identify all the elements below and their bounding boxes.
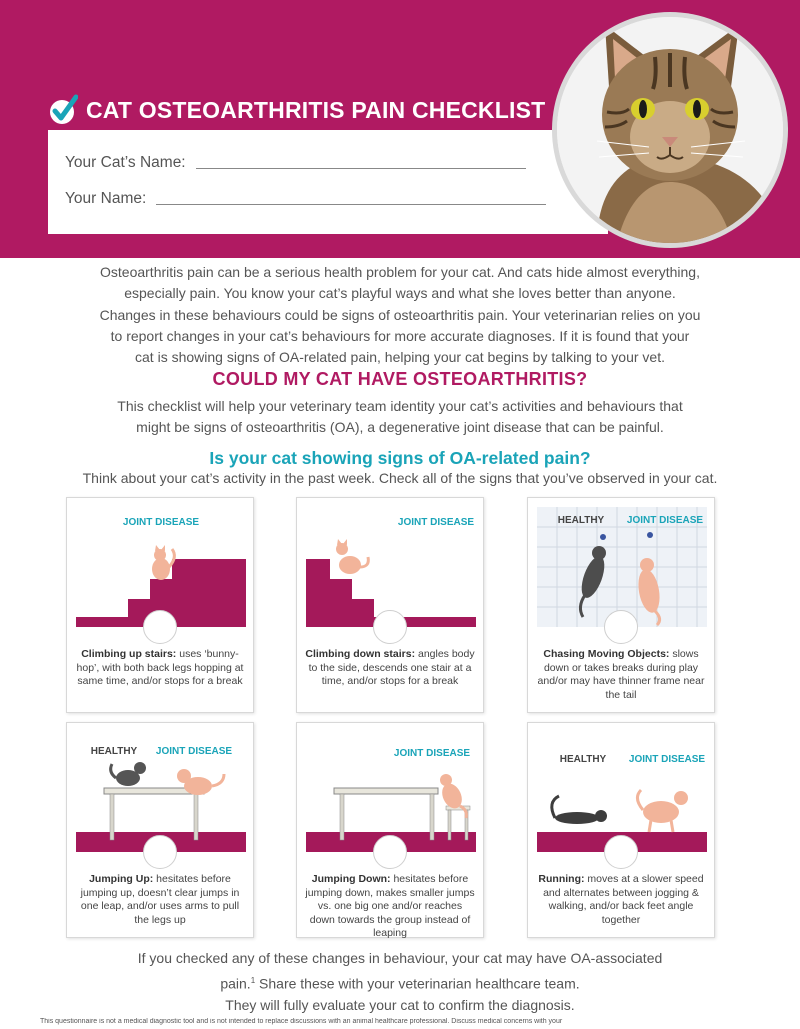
cat-icon <box>336 539 368 574</box>
cat-photo <box>552 12 788 248</box>
footnote-ref: 1 <box>250 975 256 985</box>
joint-disease-label: JOINT DISEASE <box>393 748 471 759</box>
cat-name-label: Your Cat’s Name: <box>65 154 186 171</box>
checkbox-running[interactable] <box>604 835 638 869</box>
tabby-cat-illustration <box>557 17 783 243</box>
joint-disease-label: JOINT DISEASE <box>397 517 475 528</box>
card-title: Climbing up stairs: <box>81 648 177 660</box>
stairs-up-illustration <box>76 507 246 627</box>
cat-icon <box>637 790 688 832</box>
stairs-down-illustration <box>306 507 476 627</box>
footer-line: If you checked any of these changes in behaviour, your cat may have OA-associated <box>137 950 663 966</box>
signs-heading: Is your cat showing signs of OA-related pain? <box>209 448 591 468</box>
card-description <box>536 648 706 702</box>
checkbox-chasing[interactable] <box>604 610 638 644</box>
could-description <box>40 396 760 438</box>
your-name-label: Your Name: <box>65 190 147 207</box>
intro-line: Changes in these behaviours could be signs of osteoarthritis pain. Your veterinarian relies on you <box>99 306 701 323</box>
card-climbing-up <box>66 497 254 713</box>
your-name-row <box>65 190 546 208</box>
card-description <box>305 648 475 689</box>
card-title: Running: <box>538 873 585 885</box>
healthy-label: HEALTHY <box>557 515 605 526</box>
could-description-line: might be signs of osteoarthritis (OA), a degenerative joint disease that can be painful. <box>136 419 664 435</box>
card-title: Climbing down stairs: <box>305 648 416 660</box>
cat-icon <box>552 796 607 824</box>
running-illustration <box>537 732 707 852</box>
card-text: uses ‘bunny-hop’, with both back legs hopping at same time, and/or stops for a break <box>76 648 244 687</box>
joint-disease-label: JOINT DISEASE <box>122 517 200 528</box>
checkmark-icon <box>48 93 78 127</box>
card-text: hesitates before jumping up, doesn’t clear jumps in one leap, and/or uses arms to pull the legs up <box>80 873 240 926</box>
intro-line: cat is showing signs of OA-related pain, helping your cat begins by talking to your vet. <box>135 349 665 366</box>
healthy-label: HEALTHY <box>90 746 138 757</box>
title-row <box>48 90 545 130</box>
ball-icon <box>600 534 606 540</box>
footer-text <box>40 948 760 1016</box>
chasing-illustration <box>537 507 707 627</box>
your-name-field[interactable] <box>156 204 546 205</box>
footer-line-part: Share these with your veterinarian healthcare team. <box>255 975 580 992</box>
page-title: CAT OSTEOARTHRITIS PAIN CHECKLIST <box>86 96 546 123</box>
card-description <box>75 873 245 927</box>
cat-name-field[interactable] <box>196 168 526 169</box>
card-text: moves at a slower speed and alternates between jogging & walking, and/or back feet angle together <box>543 873 704 926</box>
disclaimer: This questionnaire is not a medical diagnostic tool and is not intended to replace discussions with an animal healthcare professional. Discuss medical concerns with your <box>40 1018 563 1025</box>
card-description <box>305 873 475 941</box>
card-title: Chasing Moving Objects: <box>543 648 670 660</box>
card-text: slows down or takes breaks during play and/or may have thinner frame near the tail <box>537 648 705 701</box>
intro-paragraph <box>40 262 760 368</box>
name-form <box>48 130 608 234</box>
cat-icon <box>152 545 174 580</box>
intro-line: Osteoarthritis pain can be a serious health problem for your cat. And cats hide almost everything, <box>100 264 700 280</box>
card-jumping-up <box>66 722 254 938</box>
footer-line-part: pain. <box>220 975 251 992</box>
checkbox-climbing-down[interactable] <box>373 610 407 644</box>
cat-name-row <box>65 154 526 172</box>
card-description <box>536 873 706 927</box>
card-title: Jumping Down: <box>311 873 391 885</box>
card-running <box>527 722 715 938</box>
joint-disease-label: JOINT DISEASE <box>628 754 706 765</box>
card-title: Jumping Up: <box>89 873 154 885</box>
healthy-label: HEALTHY <box>559 754 607 765</box>
card-climbing-down <box>296 497 484 713</box>
joint-disease-label: JOINT DISEASE <box>626 515 704 526</box>
cat-icon <box>111 762 146 786</box>
could-heading: COULD MY CAT HAVE OSTEOARTHRITIS? <box>212 369 588 389</box>
checkbox-jumping-down[interactable] <box>373 835 407 869</box>
card-jumping-down <box>296 722 484 938</box>
could-description-line: This checklist will help your veterinary team identity your cat’s activities and behaviours that <box>117 398 683 414</box>
cat-icon <box>438 774 466 818</box>
intro-line: to report changes in your cat’s behaviours for more accurate diagnoses. If it is found that your <box>110 327 690 344</box>
card-text: angles body to the side, descends one stair at a time, and/or stops for a break <box>308 648 475 687</box>
jumping-up-illustration <box>76 732 246 852</box>
card-chasing <box>527 497 715 713</box>
jumping-down-illustration <box>306 732 476 852</box>
footer-line <box>40 970 760 995</box>
card-text: hesitates before jumping down, makes smaller jumps vs. one big one and/or reaches down towards the group instead of leaping <box>305 873 475 939</box>
checkbox-jumping-up[interactable] <box>143 835 177 869</box>
intro-line: especially pain. You know your cat’s playful ways and what she loves better than anyone. <box>124 285 676 302</box>
footer-line: They will fully evaluate your cat to confirm the diagnosis. <box>225 996 575 1013</box>
ball-icon <box>647 532 653 538</box>
instruction-text: Think about your cat’s activity in the past week. Check all of the signs that you’ve observed in your cat. <box>82 470 718 486</box>
joint-disease-label: JOINT DISEASE <box>155 746 233 757</box>
checkbox-climbing-up[interactable] <box>143 610 177 644</box>
card-description <box>75 648 245 689</box>
